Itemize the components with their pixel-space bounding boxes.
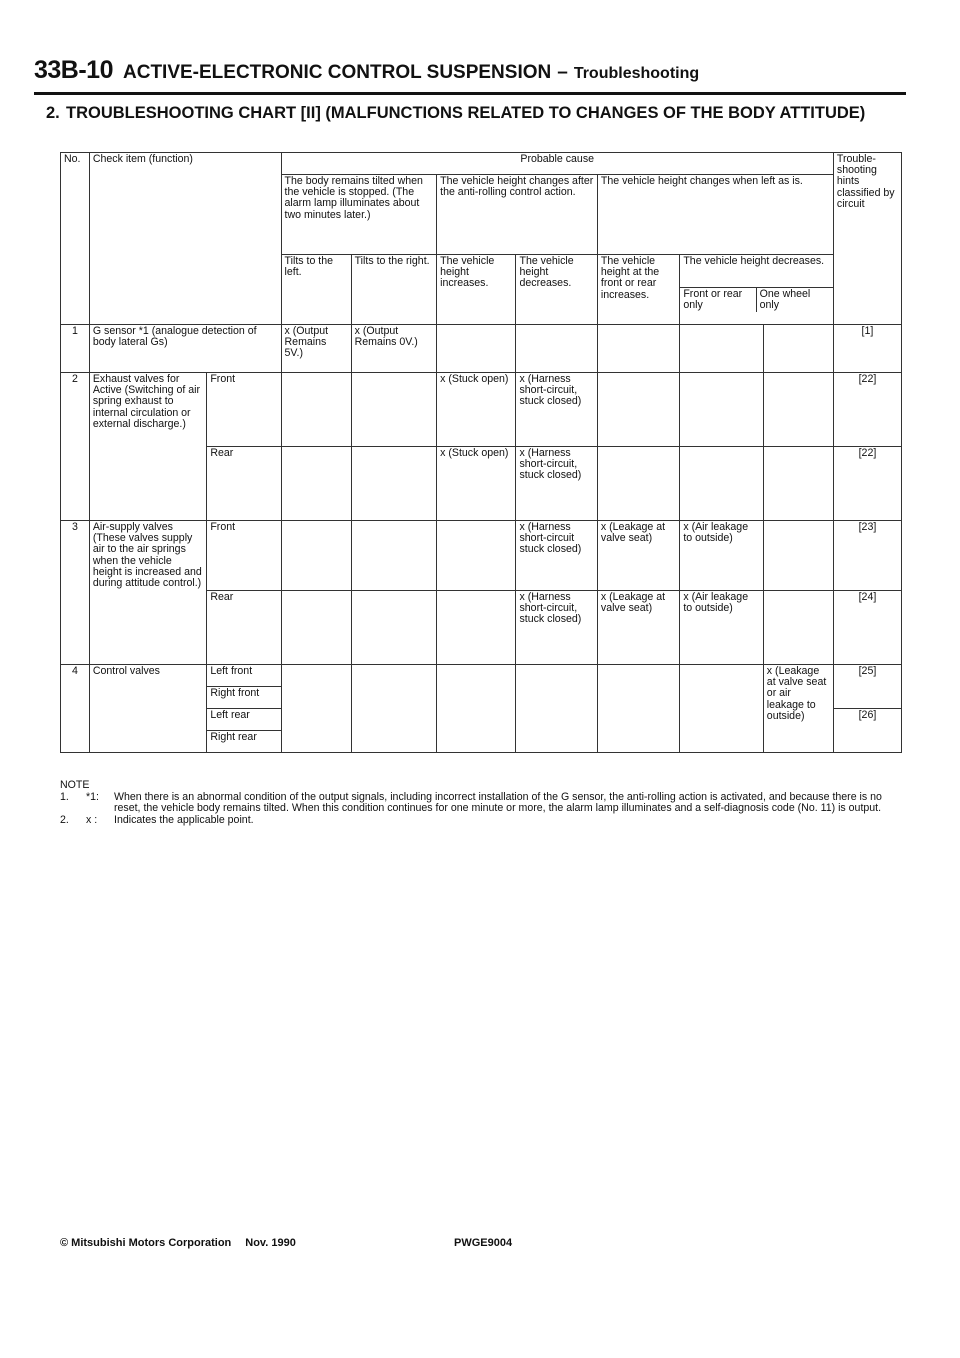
row4-empty (680, 665, 763, 753)
row4-empty (516, 665, 597, 753)
row2-rear-height-inc: x (Stuck open) (437, 447, 516, 521)
row2-rear-label: Rear (207, 447, 281, 521)
title-separator: – (557, 62, 568, 83)
header-height-decreases: The vehicle height decreases. (516, 255, 597, 325)
troubleshooting-chart (60, 152, 902, 753)
row3-rear-empty (437, 591, 516, 665)
row2-front-empty (597, 373, 679, 447)
header-hints: Trouble-shooting hints classified by circuit (833, 153, 901, 325)
section-number: 2. (46, 104, 60, 122)
header-front-rear-increases: The vehicle height at the front or rear increases. (597, 255, 679, 325)
row3-front-label: Front (207, 521, 281, 591)
row3-rear-empty (351, 591, 437, 665)
row4-empty (597, 665, 679, 753)
row1-empty (763, 325, 833, 373)
row2-front-height-dec: x (Harness short-circuit, stuck closed) (516, 373, 597, 447)
row3-front-empty (281, 521, 351, 591)
section-subtitle: Troubleshooting (573, 65, 700, 82)
row2-rear-empty (281, 447, 351, 521)
row2-front-label: Front (207, 373, 281, 447)
row2-front-empty (680, 373, 763, 447)
row2-no: 2 (61, 373, 90, 521)
row4-empty (281, 665, 351, 753)
row2-rear-empty (763, 447, 833, 521)
header-front-or-rear-only: Front or rear only (680, 288, 756, 312)
row4-position: Left front (207, 665, 281, 687)
note-label: NOTE (60, 779, 90, 791)
manual-title: ACTIVE-ELECTRONIC CONTROL SUSPENSION (123, 62, 552, 83)
row4-position: Left rear (207, 709, 281, 731)
copyright: © Mitsubishi Motors Corporation (60, 1237, 232, 1249)
header-tilt-left: Tilts to the left. (281, 255, 351, 325)
row2-rear-empty (351, 447, 437, 521)
note-1 (60, 792, 910, 815)
header-check-item: Check item (function) (89, 153, 281, 325)
section-title: TROUBLESHOOTING CHART [II] (MALFUNCTIONS RELATED TO CHANGES OF THE BODY ATTITUDE) (66, 104, 866, 122)
note-2 (60, 815, 910, 827)
notes-block (60, 780, 910, 826)
header-height-increases: The vehicle height increases. (437, 255, 516, 325)
row3-item: Air-supply valves (These valves supply air to the air springs when the vehicle height is increased and during attitude control.) (89, 521, 206, 665)
row3-front-height-dec: x (Harness short-circuit stuck closed) (516, 521, 597, 591)
row3-rear-height-dec: x (Harness short-circuit, stuck closed) (516, 591, 597, 665)
header-height-decreases-group (680, 255, 834, 325)
row4-one-wheel: x (Leakage at valve seat or air leakage to outside) (763, 665, 833, 753)
page-footer (60, 1237, 310, 1249)
note-1-mark: *1: (86, 790, 99, 803)
row1-empty (437, 325, 516, 373)
row3-rear-empty (763, 591, 833, 665)
row2-front-empty (281, 373, 351, 447)
row2-rear-empty (597, 447, 679, 521)
row4-hint-rear: [26] (833, 709, 901, 753)
row1-empty (597, 325, 679, 373)
document-code: PWGE9004 (454, 1237, 513, 1249)
row3-front-empty (763, 521, 833, 591)
row3-front-hint: [23] (833, 521, 901, 591)
row4-empty (351, 665, 437, 753)
row3-rear-label: Rear (207, 591, 281, 665)
row3-rear-fr-inc: x (Leakage at valve seat) (597, 591, 679, 665)
header-one-wheel-only: One wheel only (759, 288, 811, 312)
row4-position: Right front (207, 687, 281, 709)
header-tilt-right: Tilts to the right. (351, 255, 437, 325)
note-1-number: 1. (60, 790, 69, 803)
section-heading (46, 104, 906, 123)
row2-rear-height-dec: x (Harness short-circuit, stuck closed) (516, 447, 597, 521)
row1-empty (516, 325, 597, 373)
note-2-number: 2. (60, 813, 69, 826)
row4-item: Control valves (89, 665, 206, 753)
row3-front-fr-inc: x (Leakage at valve seat) (597, 521, 679, 591)
row2-rear-hint: [22] (833, 447, 901, 521)
row3-rear-empty (281, 591, 351, 665)
header-decreases-caption: The vehicle height decreases. (680, 255, 833, 288)
header-height-changes-left: The vehicle height changes when left as is. (597, 175, 833, 255)
row3-rear-fr-only: x (Air leakage to outside) (680, 591, 763, 665)
row4-empty (437, 665, 516, 753)
footer-date: Nov. 1990 (245, 1237, 296, 1249)
row3-front-empty (437, 521, 516, 591)
note-1-text: When there is an abnormal condition of the output signals, including incorrect installation of the G sensor, the anti-rolling action is activated, and because there is no reset, the vehicle body remains tilted. When this condition continues for one minute or more, the alarm lamp illuminates and a self-diagnosis code (No. 11) is output. (114, 790, 882, 815)
page-header (34, 56, 906, 95)
row2-front-hint: [22] (833, 373, 901, 447)
row1-tilt-left: x (Output Remains 5V.) (281, 325, 351, 373)
note-2-text: Indicates the applicable point. (114, 813, 254, 826)
row1-no: 1 (61, 325, 90, 373)
row2-front-height-inc: x (Stuck open) (437, 373, 516, 447)
note-2-mark: x : (86, 813, 98, 826)
row1-item: G sensor *1 (analogue detection of body lateral Gs) (89, 325, 281, 373)
row4-no: 4 (61, 665, 90, 753)
row1-tilt-right: x (Output Remains 0V.) (351, 325, 437, 373)
page-number: 33B-10 (34, 56, 113, 84)
row3-front-fr-only: x (Air leakage to outside) (680, 521, 763, 591)
header-height-changes-after: The vehicle height changes after the anti-rolling control action. (437, 175, 598, 255)
row3-front-empty (351, 521, 437, 591)
row1-empty (680, 325, 763, 373)
row2-front-empty (351, 373, 437, 447)
row1-hint: [1] (833, 325, 901, 373)
row2-item: Exhaust valves for Active (Switching of air spring exhaust to internal circulation or external discharge.) (89, 373, 206, 521)
row2-rear-empty (680, 447, 763, 521)
row3-rear-hint: [24] (833, 591, 901, 665)
header-no: No. (61, 153, 90, 325)
header-body-tilted: The body remains tilted when the vehicle is stopped. (The alarm lamp illuminates about two minutes later.) (281, 175, 437, 255)
header-probable-cause: Probable cause (281, 153, 833, 175)
row4-hint-front: [25] (833, 665, 901, 709)
row2-front-empty (763, 373, 833, 447)
row3-no: 3 (61, 521, 90, 665)
row4-position: Right rear (207, 731, 281, 753)
